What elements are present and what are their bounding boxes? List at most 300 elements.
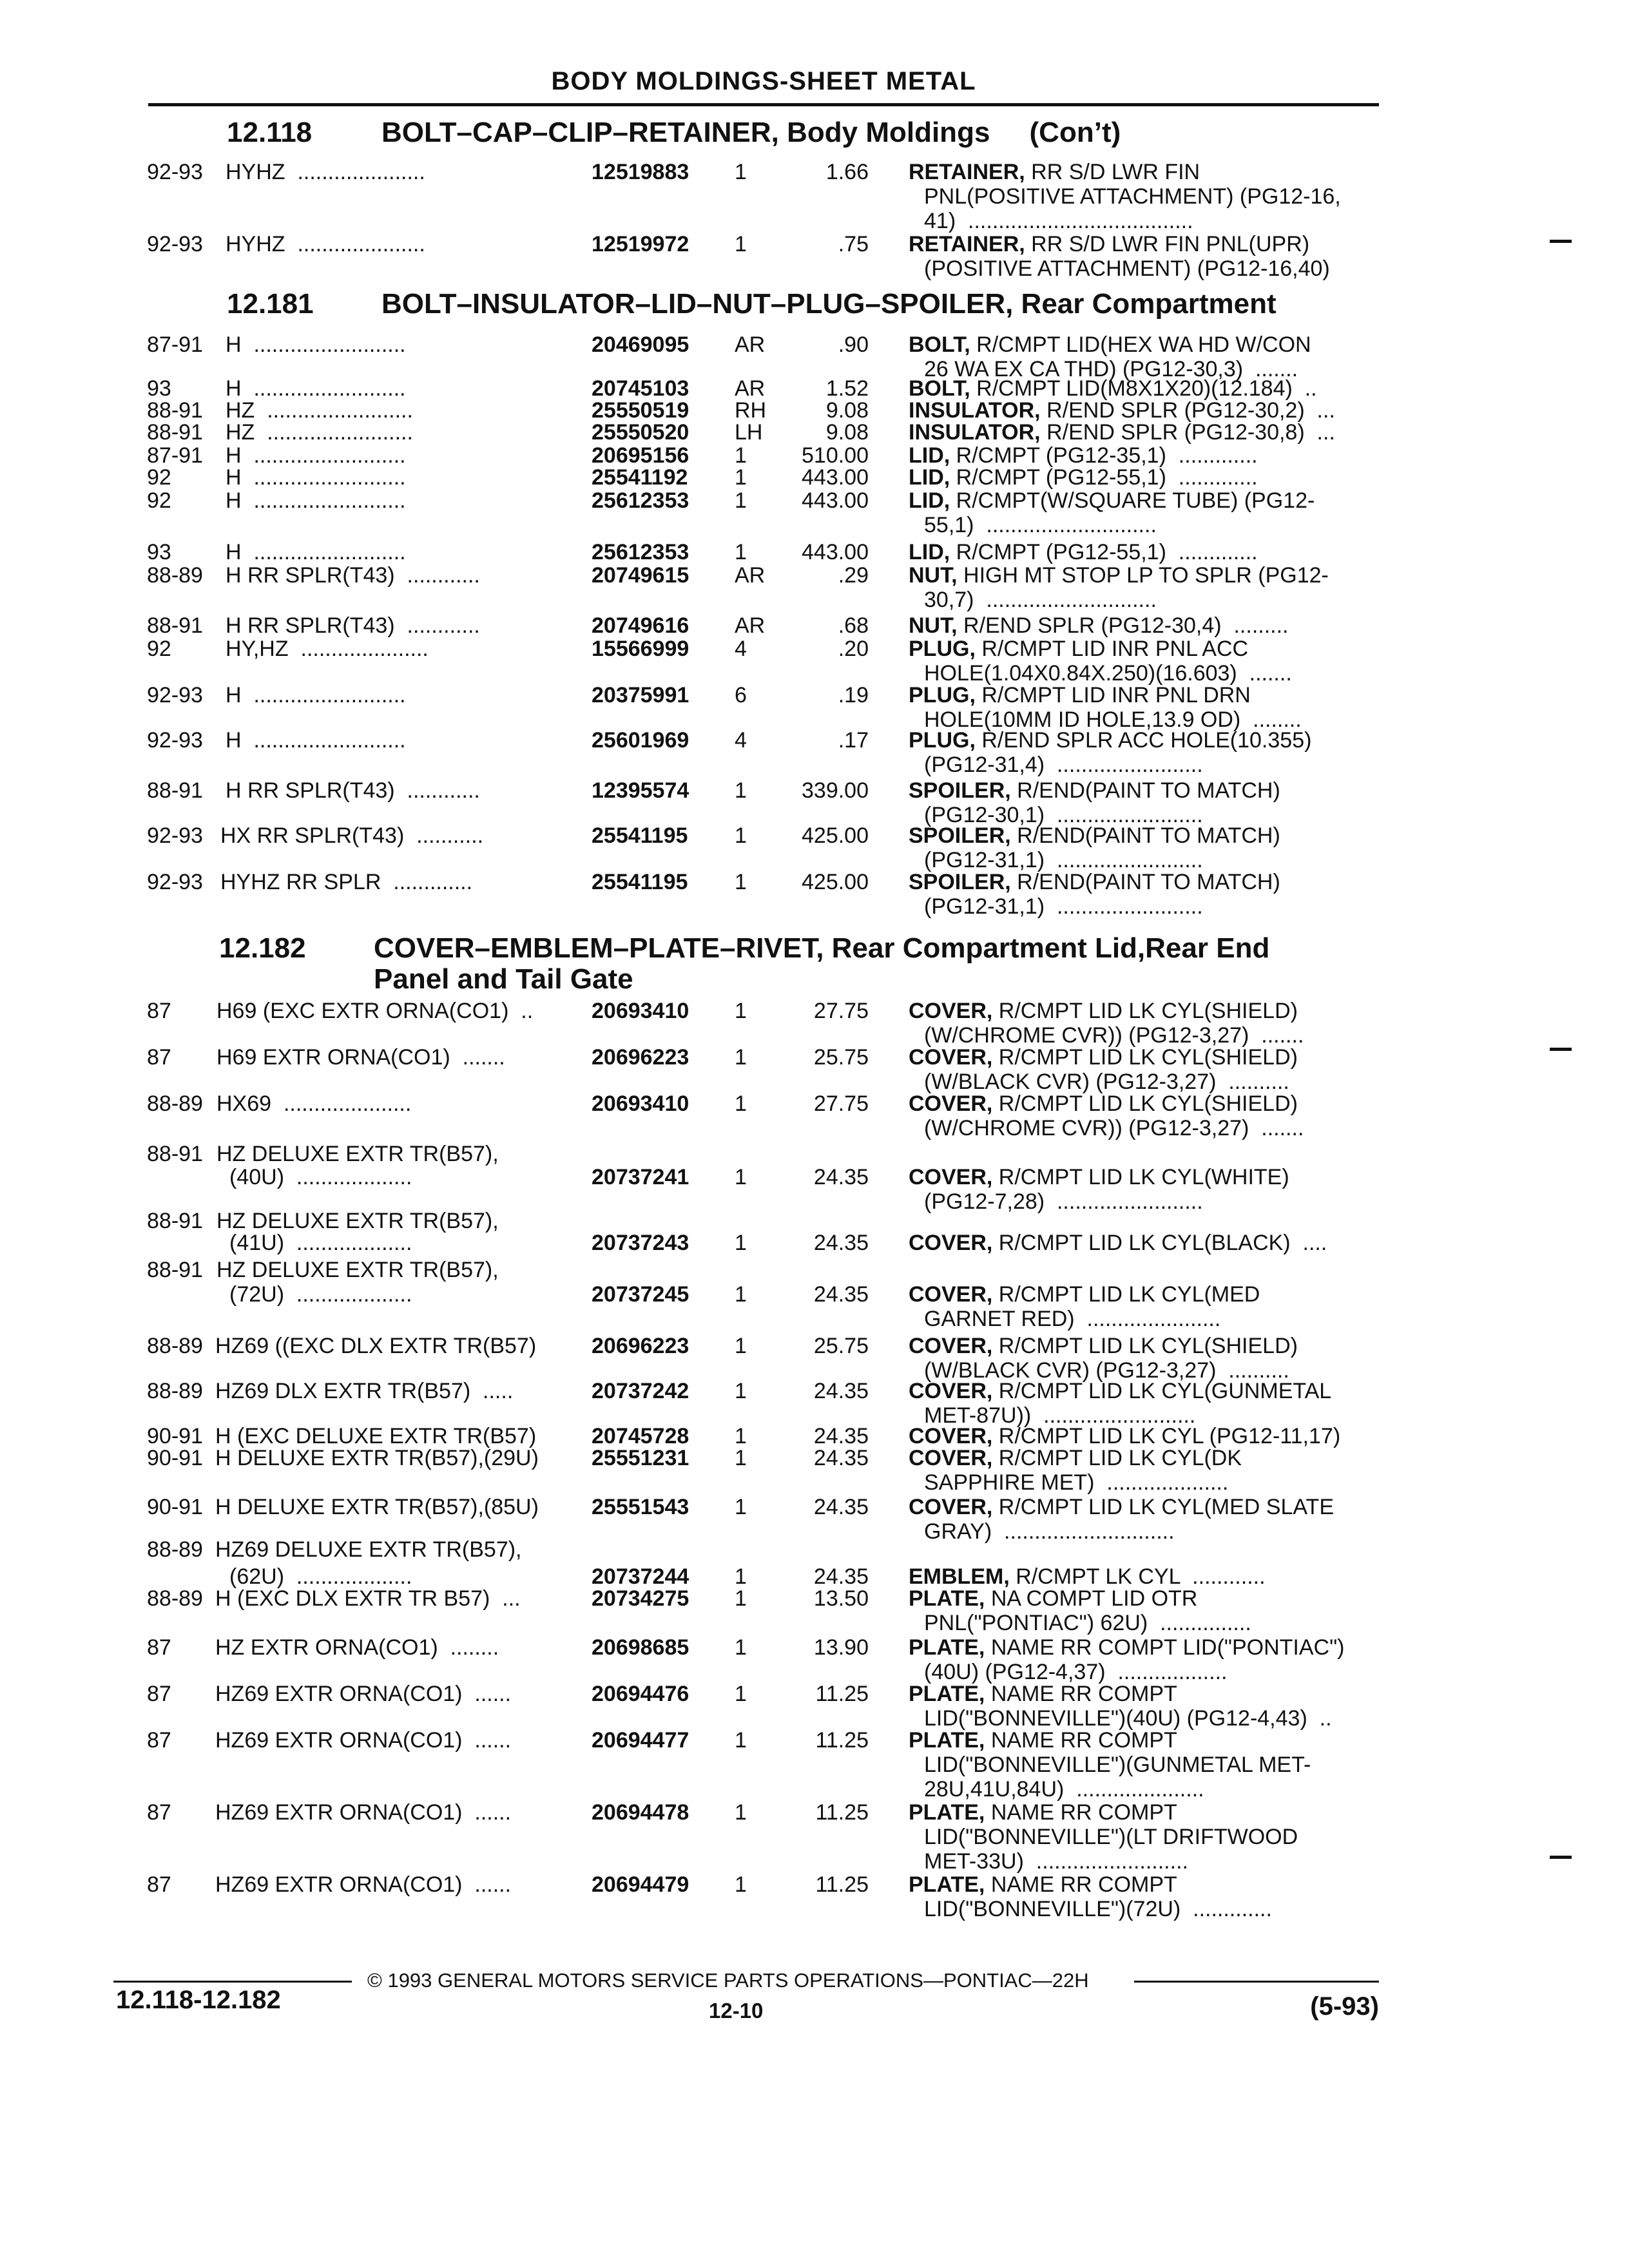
description-cell	[909, 1635, 1385, 1684]
description-continuation: (W/BLACK CVR) (PG12-3,27) ..........	[924, 1358, 1289, 1383]
description-cell	[909, 540, 1385, 564]
section-number: 12.118	[227, 117, 313, 148]
quantity-cell: 6	[735, 683, 747, 707]
description-first-line: NAME RR COMPT	[985, 1728, 1177, 1753]
description-continuation: SAPPHIRE MET) ....................	[924, 1470, 1229, 1495]
price-cell: 425.00	[802, 870, 869, 894]
year-cell: 92-93	[147, 870, 203, 894]
model-cell: HZ69 DELUXE EXTR TR(B57),	[215, 1537, 522, 1562]
year-cell: 87-91	[147, 443, 203, 468]
year-cell: 87	[147, 1872, 171, 1897]
year-cell: 93	[147, 540, 171, 564]
quantity-cell: 1	[735, 488, 747, 513]
year-cell: 87	[147, 1635, 171, 1660]
price-cell: 11.25	[815, 1682, 869, 1706]
model-cell: H69 EXTR ORNA(CO1) .......	[217, 1045, 505, 1070]
model-cell: HY,HZ .....................	[226, 637, 429, 661]
quantity-cell: 1	[735, 160, 747, 184]
description-first-line: R/CMPT LID(HEX WA HD W/CON	[970, 332, 1311, 357]
price-cell: 11.25	[815, 1728, 869, 1753]
part-number-cell: 12395574	[592, 778, 689, 803]
part-number-cell: 20693410	[592, 1091, 689, 1116]
description-cell	[909, 1231, 1385, 1255]
price-cell: .29	[838, 563, 869, 588]
description-cell	[909, 1586, 1385, 1635]
description-first-line: NAME RR COMPT	[985, 1872, 1177, 1897]
model-cell: HZ DELUXE EXTR TR(B57),	[217, 1142, 499, 1166]
price-cell: 510.00	[802, 443, 869, 468]
year-cell: 88-89	[147, 1537, 203, 1562]
quantity-cell: AR	[735, 613, 766, 638]
model-cell: HX RR SPLR(T43) ...........	[220, 823, 484, 848]
description-cell	[909, 637, 1385, 686]
description-first-line: R/CMPT LID LK CYL(DK	[992, 1446, 1242, 1470]
quantity-cell: 1	[735, 1635, 747, 1660]
description-continuation: (W/CHROME CVR)) (PG12-3,27) .......	[924, 1023, 1304, 1048]
description-continuation: LID("BONNEVILLE")(LT DRIFTWOOD MET-33U) .........................	[924, 1825, 1298, 1874]
part-name: PLATE,	[909, 1800, 985, 1825]
year-cell: 88-91	[147, 1142, 203, 1166]
footer-section-range: 12.118-12.182	[116, 1986, 281, 2014]
description-first-line: R/CMPT LID LK CYL(MED	[992, 1282, 1260, 1307]
footer-rule-left	[113, 1981, 352, 1983]
year-cell: 93	[147, 376, 171, 401]
quantity-cell: 1	[735, 540, 747, 564]
price-cell: 1.52	[825, 376, 869, 401]
quantity-cell: 1	[735, 1446, 747, 1470]
description-first-line: R/CMPT LID LK CYL(WHITE)	[992, 1165, 1289, 1189]
part-name: COVER,	[909, 1446, 993, 1470]
part-name: SPOILER,	[909, 778, 1011, 803]
description-first-line: NAME RR COMPT	[985, 1800, 1177, 1825]
quantity-cell: 1	[735, 1872, 747, 1897]
quantity-cell: 1	[735, 1586, 747, 1611]
description-first-line: R/CMPT LID LK CYL(SHIELD)	[992, 1045, 1298, 1070]
price-cell: 443.00	[802, 488, 869, 513]
year-cell: 92	[147, 637, 171, 661]
year-cell: 92	[147, 488, 171, 513]
part-number-cell: 20737242	[592, 1379, 689, 1403]
part-number-cell: 20745103	[592, 376, 689, 401]
part-name: PLATE,	[909, 1872, 985, 1897]
quantity-cell: 1	[735, 778, 747, 803]
part-name: PLATE,	[909, 1728, 985, 1753]
part-number-cell: 20694479	[592, 1872, 689, 1897]
part-number-cell: 20737244	[592, 1564, 689, 1589]
description-first-line: R/CMPT LID LK CYL(SHIELD)	[992, 1334, 1298, 1358]
part-name: COVER,	[909, 1165, 993, 1189]
quantity-cell: 1	[735, 1165, 747, 1189]
model-cell: H .........................	[226, 465, 406, 490]
price-cell: 25.75	[813, 1334, 869, 1358]
description-first-line: R/CMPT (PG12-35,1) .............	[950, 443, 1258, 468]
price-cell: 24.35	[813, 1165, 869, 1189]
year-cell: 90-91	[147, 1424, 203, 1448]
part-number-cell: 25601969	[592, 728, 689, 753]
model-cell: HZ DELUXE EXTR TR(B57),	[217, 1209, 499, 1233]
model-cell: HZ DELUXE EXTR TR(B57),	[217, 1258, 499, 1282]
part-number-cell: 25550519	[592, 398, 689, 423]
model-cell: (72U) ...................	[229, 1282, 412, 1307]
part-name: COVER,	[909, 1334, 993, 1358]
header-rule	[148, 103, 1379, 106]
part-number-cell: 20749616	[592, 613, 689, 638]
model-cell: H DELUXE EXTR TR(B57),(29U)	[215, 1446, 539, 1470]
footer-rule-right	[1134, 1981, 1379, 1983]
section-number: 12.181	[227, 288, 314, 320]
part-number-cell: 20694477	[592, 1728, 689, 1753]
year-cell: 87-91	[147, 332, 203, 357]
page-title: BODY MOLDINGS-SHEET METAL	[551, 67, 976, 95]
description-cell	[909, 232, 1385, 281]
description-cell	[909, 613, 1385, 638]
year-cell: 88-91	[147, 398, 203, 423]
price-cell: .19	[838, 683, 869, 707]
margin-mark	[1550, 240, 1572, 243]
part-name: EMBLEM,	[909, 1564, 1010, 1589]
year-cell: 92	[147, 465, 171, 490]
model-cell: H RR SPLR(T43) ............	[226, 563, 480, 588]
margin-mark	[1550, 1856, 1572, 1859]
year-cell: 87	[147, 1728, 171, 1753]
quantity-cell: 4	[735, 637, 747, 661]
quantity-cell: 1	[735, 1091, 747, 1116]
quantity-cell: AR	[735, 332, 766, 357]
description-first-line: R/CMPT LID LK CYL(BLACK) ....	[992, 1231, 1327, 1255]
part-name: PLUG,	[909, 683, 976, 707]
section-heading-12-182	[219, 933, 1379, 997]
description-cell	[909, 1728, 1385, 1802]
part-name: COVER,	[909, 1282, 993, 1307]
model-cell: H .........................	[226, 376, 406, 401]
quantity-cell: AR	[735, 376, 766, 401]
model-cell: H .........................	[226, 540, 406, 564]
part-number-cell: 25541195	[592, 870, 688, 894]
description-first-line: R/CMPT (PG12-55,1) .............	[950, 540, 1258, 564]
price-cell: .17	[838, 728, 869, 753]
part-name: BOLT,	[909, 376, 970, 401]
price-cell: 11.25	[815, 1800, 869, 1825]
description-cell	[909, 778, 1385, 827]
year-cell: 88-89	[147, 1091, 203, 1116]
year-cell: 92-93	[147, 683, 203, 707]
quantity-cell: 1	[735, 232, 747, 256]
description-cell	[909, 376, 1385, 401]
part-number-cell: 25541192	[592, 465, 688, 490]
price-cell: 443.00	[802, 540, 869, 564]
quantity-cell: 1	[735, 823, 747, 848]
model-cell: HZ EXTR ORNA(CO1) ........	[215, 1635, 499, 1660]
quantity-cell: 4	[735, 728, 747, 753]
description-cell	[909, 1424, 1385, 1448]
year-cell: 90-91	[147, 1495, 203, 1519]
year-cell: 88-91	[147, 1209, 203, 1233]
part-number-cell: 25541195	[592, 823, 688, 848]
part-number-cell: 25612353	[592, 488, 689, 513]
description-continuation: 30,7) ............................	[924, 588, 1157, 612]
model-cell: H .........................	[226, 728, 406, 753]
model-cell: HYHZ RR SPLR .............	[220, 870, 473, 894]
part-name: RETAINER,	[909, 232, 1025, 256]
description-first-line: R/CMPT LID INR PNL ACC	[975, 637, 1249, 661]
year-cell: 88-89	[147, 1379, 203, 1403]
quantity-cell: 1	[735, 1682, 747, 1706]
section-heading-12-118	[227, 117, 1387, 149]
part-number-cell: 25551543	[592, 1495, 689, 1519]
year-cell: 88-91	[147, 420, 203, 445]
quantity-cell: 1	[735, 1564, 747, 1589]
model-cell: HYHZ .....................	[226, 232, 425, 256]
part-number-cell: 20694478	[592, 1800, 689, 1825]
price-cell: 24.35	[813, 1379, 869, 1403]
part-number-cell: 20737241	[592, 1165, 689, 1189]
description-continuation: LID("BONNEVILLE")(GUNMETAL MET- 28U,41U,84U) .....................	[924, 1753, 1311, 1802]
part-name: SPOILER,	[909, 870, 1011, 894]
model-cell: HX69 .....................	[217, 1091, 412, 1116]
part-number-cell: 20696223	[592, 1334, 689, 1358]
model-cell: H .........................	[226, 488, 406, 513]
model-cell: H69 (EXC EXTR ORNA(CO1) ..	[217, 999, 534, 1023]
description-cell	[909, 465, 1385, 490]
part-number-cell: 20695156	[592, 443, 689, 468]
part-name: COVER,	[909, 1424, 993, 1448]
part-name: LID,	[909, 540, 950, 564]
model-cell: (41U) ...................	[229, 1231, 412, 1255]
description-continuation: (POSITIVE ATTACHMENT) (PG12-16,40)	[924, 256, 1330, 281]
price-cell: 27.75	[813, 999, 869, 1023]
part-number-cell: 12519972	[592, 232, 689, 256]
model-cell: HYHZ .....................	[226, 160, 425, 184]
model-cell: HZ69 EXTR ORNA(CO1) ......	[215, 1872, 512, 1897]
description-first-line: R/CMPT(W/SQUARE TUBE) (PG12-	[950, 488, 1315, 513]
description-first-line: R/CMPT LID(M8X1X20)(12.184) ..	[970, 376, 1317, 401]
price-cell: 24.35	[813, 1446, 869, 1470]
part-name: SPOILER,	[909, 823, 1011, 848]
description-cell	[909, 1800, 1385, 1874]
description-continuation: (PG12-7,28) ........................	[924, 1189, 1203, 1214]
quantity-cell: 1	[735, 870, 747, 894]
model-cell: HZ69 EXTR ORNA(CO1) ......	[215, 1728, 512, 1753]
description-continuation: LID("BONNEVILLE")(40U) (PG12-4,43) ..	[924, 1706, 1332, 1731]
part-number-cell: 20749615	[592, 563, 689, 588]
part-number-cell: 20734275	[592, 1586, 689, 1611]
description-cell	[909, 1564, 1385, 1589]
description-continuation: HOLE(1.04X0.84X.250)(16.603) .......	[924, 661, 1292, 686]
description-first-line: R/END SPLR (PG12-30,2) ...	[1040, 398, 1335, 423]
description-continuation: (W/CHROME CVR)) (PG12-3,27) .......	[924, 1116, 1304, 1140]
part-name: LID,	[909, 443, 950, 468]
part-name: COVER,	[909, 1231, 993, 1255]
year-cell: 87	[147, 1045, 171, 1070]
model-cell: H RR SPLR(T43) ............	[226, 778, 480, 803]
year-cell: 92-93	[147, 160, 203, 184]
part-number-cell: 20469095	[592, 332, 689, 357]
price-cell: 13.50	[813, 1586, 869, 1611]
price-cell: 13.90	[813, 1635, 869, 1660]
description-first-line: RR S/D LWR FIN	[1025, 160, 1200, 184]
part-name: LID,	[909, 488, 950, 513]
year-cell: 88-91	[147, 1258, 203, 1282]
price-cell: 24.35	[813, 1282, 869, 1307]
description-cell	[909, 563, 1385, 612]
price-cell: 9.08	[825, 420, 869, 445]
part-name: RETAINER,	[909, 160, 1025, 184]
part-name: PLATE,	[909, 1586, 985, 1611]
quantity-cell: 1	[735, 1045, 747, 1070]
description-cell	[909, 1045, 1385, 1094]
description-cell	[909, 1165, 1385, 1214]
quantity-cell: 1	[735, 1495, 747, 1519]
description-first-line: R/END SPLR (PG12-30,8) ...	[1040, 420, 1335, 445]
price-cell: 11.25	[815, 1872, 869, 1897]
part-name: COVER,	[909, 1045, 993, 1070]
model-cell: HZ ........................	[226, 420, 413, 445]
description-continuation: HOLE(10MM ID HOLE,13.9 OD) ........	[924, 707, 1302, 732]
part-name: LID,	[909, 465, 950, 490]
quantity-cell: 1	[735, 1379, 747, 1403]
part-name: COVER,	[909, 1091, 993, 1116]
part-number-cell: 20693410	[592, 999, 689, 1023]
quantity-cell: RH	[735, 398, 767, 423]
description-first-line: R/END SPLR (PG12-30,4) .........	[957, 613, 1289, 638]
description-cell	[909, 332, 1385, 381]
part-name: INSULATOR,	[909, 398, 1041, 423]
price-cell: 27.75	[813, 1091, 869, 1116]
part-number-cell: 25612353	[592, 540, 689, 564]
part-name: INSULATOR,	[909, 420, 1041, 445]
description-continuation: MET-87U)) .........................	[924, 1403, 1196, 1428]
price-cell: .68	[838, 613, 869, 638]
model-cell: HZ ........................	[226, 398, 413, 423]
year-cell: 88-89	[147, 1334, 203, 1358]
part-name: PLUG,	[909, 728, 976, 753]
year-cell: 87	[147, 1800, 171, 1825]
part-name: NUT,	[909, 613, 958, 638]
quantity-cell: 1	[735, 1424, 747, 1448]
part-name: COVER,	[909, 999, 993, 1023]
model-cell: H .........................	[226, 683, 406, 707]
description-continuation: (40U) (PG12-4,37) ..................	[924, 1660, 1228, 1684]
model-cell: H .........................	[226, 332, 406, 357]
footer-date: (5-93)	[1310, 1992, 1379, 2021]
part-number-cell: 20696223	[592, 1045, 689, 1070]
part-number-cell: 20694476	[592, 1682, 689, 1706]
description-first-line: NAME RR COMPT	[985, 1682, 1177, 1706]
quantity-cell: 1	[735, 1282, 747, 1307]
model-cell: HZ69 EXTR ORNA(CO1) ......	[215, 1682, 512, 1706]
description-first-line: R/CMPT LID LK CYL(SHIELD)	[992, 999, 1298, 1023]
quantity-cell: LH	[735, 420, 763, 445]
part-name: BOLT,	[909, 332, 970, 357]
price-cell: 9.08	[825, 398, 869, 423]
part-number-cell: 15566999	[592, 637, 689, 661]
description-continuation: GRAY) ............................	[924, 1519, 1175, 1544]
footer-copyright: © 1993 GENERAL MOTORS SERVICE PARTS OPERATIONS—PONTIAC—22H	[367, 1969, 1089, 1992]
quantity-cell: AR	[735, 563, 766, 588]
price-cell: 25.75	[813, 1045, 869, 1070]
description-cell	[909, 1682, 1385, 1731]
description-first-line: R/END(PAINT TO MATCH)	[1010, 778, 1280, 803]
part-name: PLUG,	[909, 637, 976, 661]
description-cell	[909, 1446, 1385, 1495]
price-cell: .90	[838, 332, 869, 357]
part-name: PLATE,	[909, 1635, 985, 1660]
year-cell: 90-91	[147, 1446, 203, 1470]
description-continuation: PNL(POSITIVE ATTACHMENT) (PG12-16, 41) .....................................	[924, 184, 1341, 233]
description-first-line: R/END(PAINT TO MATCH)	[1010, 870, 1280, 894]
description-first-line: NAME RR COMPT LID("PONTIAC")	[985, 1635, 1345, 1660]
quantity-cell: 1	[735, 1334, 747, 1358]
description-cell	[909, 1091, 1385, 1140]
quantity-cell: 1	[735, 465, 747, 490]
description-cell	[909, 160, 1385, 233]
price-cell: 24.35	[813, 1424, 869, 1448]
part-name: COVER,	[909, 1379, 993, 1403]
year-cell: 88-91	[147, 778, 203, 803]
year-cell: 88-89	[147, 1586, 203, 1611]
model-cell: H .........................	[226, 443, 406, 468]
part-number-cell: 20737243	[592, 1231, 689, 1255]
description-cell	[909, 488, 1385, 537]
section-title: BOLT–INSULATOR–LID–NUT–PLUG–SPOILER, Rear Compartment	[381, 288, 1277, 320]
model-cell: (40U) ...................	[229, 1165, 412, 1189]
description-first-line: R/END SPLR ACC HOLE(10.355)	[975, 728, 1312, 753]
part-name: PLATE,	[909, 1682, 985, 1706]
part-number-cell: 20375991	[592, 683, 689, 707]
price-cell: 443.00	[802, 465, 869, 490]
year-cell: 87	[147, 999, 171, 1023]
model-cell: HZ69 DLX EXTR TR(B57) .....	[215, 1379, 514, 1403]
description-first-line: RR S/D LWR FIN PNL(UPR)	[1025, 232, 1310, 256]
description-first-line: HIGH MT STOP LP TO SPLR (PG12-	[957, 563, 1329, 588]
description-continuation: (PG12-31,4) ........................	[924, 753, 1203, 777]
description-cell	[909, 1334, 1385, 1383]
description-continuation: (PG12-31,1) ........................	[924, 848, 1203, 872]
description-cell	[909, 1282, 1385, 1331]
description-first-line: NA COMPT LID OTR	[985, 1586, 1198, 1611]
description-cell	[909, 870, 1385, 919]
price-cell: 24.35	[813, 1495, 869, 1519]
description-cell	[909, 1495, 1385, 1544]
description-cell	[909, 398, 1385, 423]
section-title: BOLT–CAP–CLIP–RETAINER, Body Moldings (Con’t)	[381, 117, 1121, 148]
description-continuation: 26 WA EX CA THD) (PG12-30,3) .......	[924, 357, 1298, 381]
price-cell: 1.66	[825, 160, 869, 184]
model-cell: H DELUXE EXTR TR(B57),(85U)	[215, 1495, 539, 1519]
part-number-cell: 20745728	[592, 1424, 689, 1448]
part-number-cell: 12519883	[592, 160, 689, 184]
description-cell	[909, 1872, 1385, 1921]
model-cell: HZ69 ((EXC DLX EXTR TR(B57)	[215, 1334, 537, 1358]
year-cell: 87	[147, 1682, 171, 1706]
margin-mark	[1550, 1048, 1572, 1051]
description-first-line: R/CMPT LID LK CYL(MED SLATE	[992, 1495, 1334, 1519]
part-number-cell: 20698685	[592, 1635, 689, 1660]
description-cell	[909, 728, 1385, 777]
description-cell	[909, 823, 1385, 872]
description-first-line: R/CMPT LK CYL ............	[1009, 1564, 1266, 1589]
description-first-line: R/CMPT LID LK CYL (PG12-11,17)	[992, 1424, 1341, 1448]
description-continuation: 55,1) ............................	[924, 513, 1157, 537]
price-cell: 339.00	[802, 778, 869, 803]
section-heading-12-181	[227, 289, 1387, 321]
description-first-line: R/CMPT LID LK CYL(GUNMETAL	[992, 1379, 1332, 1403]
year-cell: 92-93	[147, 823, 203, 848]
description-first-line: R/CMPT LID INR PNL DRN	[975, 683, 1251, 707]
model-cell: H (EXC DLX EXTR TR B57) ...	[215, 1586, 521, 1611]
year-cell: 88-89	[147, 563, 203, 588]
description-cell	[909, 420, 1385, 445]
